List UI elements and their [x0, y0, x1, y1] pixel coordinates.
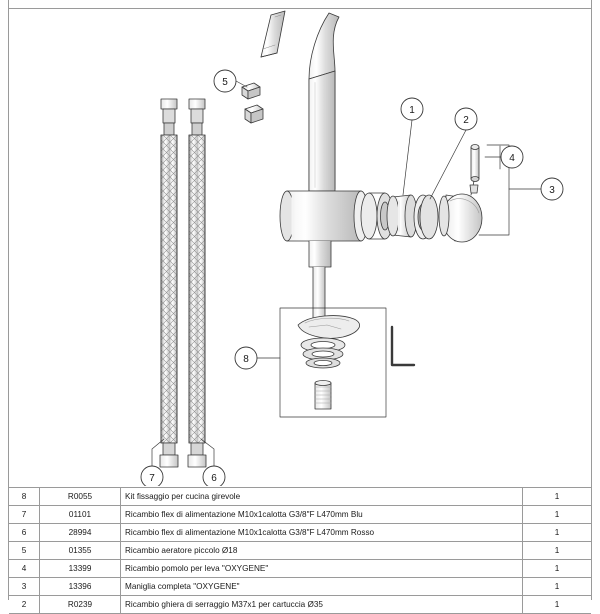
frame-right-border [591, 0, 592, 600]
callout-7-label: 7 [149, 473, 155, 484]
callout-2 [455, 108, 477, 130]
faucet-body [280, 13, 368, 333]
row-pos: 7 [9, 506, 40, 524]
spout-part [261, 11, 285, 57]
callout-4-label: 4 [509, 153, 515, 164]
row-pos: 8 [9, 488, 40, 506]
gasket-part [414, 195, 438, 239]
row-code: 28994 [40, 524, 121, 542]
cartridge-part [387, 195, 417, 237]
row-qty: 1 [523, 596, 592, 614]
table-row [9, 524, 591, 542]
table-row [9, 578, 591, 596]
row-code: 13399 [40, 560, 121, 578]
flex-hose-red [188, 99, 206, 467]
row-code: R0239 [40, 596, 121, 614]
callout-4 [501, 146, 523, 168]
row-desc: Ricambio flex di alimentazione M10x1calotta G3/8"F L470mm Rosso [121, 524, 523, 542]
callout-2-label: 2 [463, 115, 469, 126]
row-desc: Maniglia completa "OXYGENE" [121, 578, 523, 596]
row-pos: 5 [9, 542, 40, 560]
row-qty: 1 [523, 560, 592, 578]
parts-list-table [9, 487, 591, 614]
row-code: R0055 [40, 488, 121, 506]
row-qty: 1 [523, 506, 592, 524]
knob-part [471, 145, 479, 182]
row-desc: Kit fissaggio per cucina girevole [121, 488, 523, 506]
fixing-kit-group [280, 308, 414, 417]
table-row [9, 506, 591, 524]
row-qty: 1 [523, 524, 592, 542]
callout-1 [401, 98, 423, 120]
row-desc: Ricambio ghiera di serraggio M37x1 per cartuccia Ø35 [121, 596, 523, 614]
table-row [9, 488, 591, 506]
callout-1-label: 1 [409, 105, 415, 116]
callout-8-label: 8 [243, 354, 249, 365]
row-qty: 1 [523, 578, 592, 596]
row-pos: 2 [9, 596, 40, 614]
callout-5-label: 5 [222, 77, 228, 88]
table-row [9, 560, 591, 578]
callout-3-label: 3 [549, 185, 555, 196]
row-pos: 6 [9, 524, 40, 542]
table-row [9, 596, 591, 614]
callout-6-label: 6 [211, 473, 217, 484]
row-pos: 3 [9, 578, 40, 596]
aerator-parts [242, 83, 263, 123]
row-code: 01101 [40, 506, 121, 524]
callout-8 [235, 347, 257, 369]
lever-pin-part [470, 185, 478, 193]
exploded-view-diagram [9, 9, 591, 486]
row-pos: 4 [9, 560, 40, 578]
row-desc: Ricambio pomolo per leva "OXYGENE" [121, 560, 523, 578]
callout-7 [141, 466, 163, 486]
callout-5 [214, 70, 236, 92]
callout-3 [541, 178, 563, 200]
row-desc: Ricambio aeratore piccolo Ø18 [121, 542, 523, 560]
row-desc: Ricambio flex di alimentazione M10x1calotta G3/8"F L470mm Blu [121, 506, 523, 524]
flex-hose-blue [160, 99, 178, 467]
row-qty: 1 [523, 542, 592, 560]
callout-6 [203, 466, 225, 486]
row-qty: 1 [523, 488, 592, 506]
table-row [9, 542, 591, 560]
row-code: 01355 [40, 542, 121, 560]
row-code: 13396 [40, 578, 121, 596]
leader-lines [152, 81, 541, 466]
